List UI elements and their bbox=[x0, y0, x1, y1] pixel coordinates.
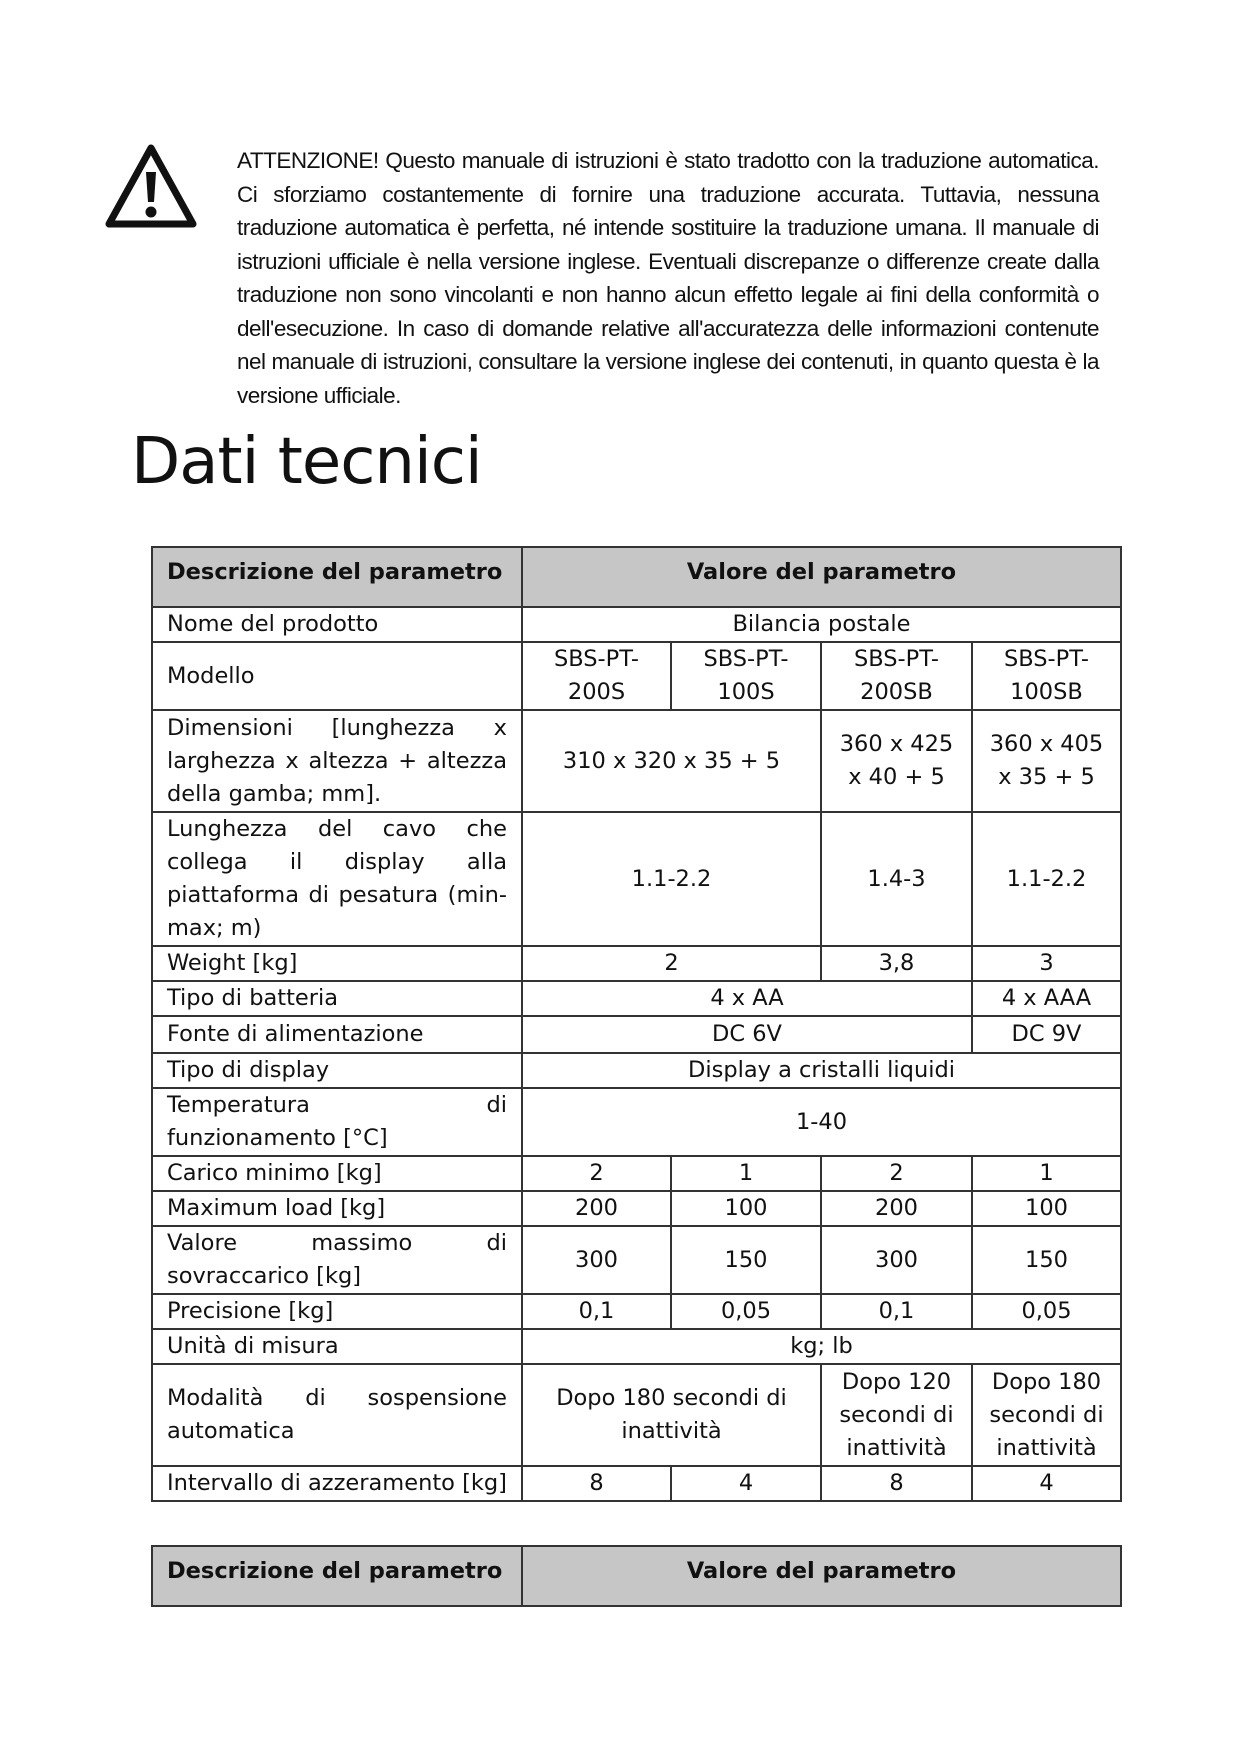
cell-value: Bilancia postale bbox=[522, 607, 1121, 642]
cell-value: 150 bbox=[972, 1226, 1121, 1294]
cell-value: 8 bbox=[821, 1466, 972, 1501]
cell-value: SBS-PT-200SB bbox=[821, 642, 972, 710]
row-label: Carico minimo [kg] bbox=[152, 1156, 522, 1191]
header-value: Valore del parametro bbox=[522, 1546, 1121, 1606]
cell-value: 4 bbox=[671, 1466, 821, 1501]
cell-value: 8 bbox=[522, 1466, 671, 1501]
cell-value: 4 bbox=[972, 1466, 1121, 1501]
row-label: Modalità di sospensione automatica bbox=[152, 1364, 522, 1466]
table-row bbox=[152, 1364, 1121, 1466]
cell-value: DC 9V bbox=[972, 1016, 1121, 1053]
table-row bbox=[152, 642, 1121, 710]
table-row bbox=[152, 1466, 1121, 1501]
cell-value: SBS-PT-200S bbox=[522, 642, 671, 710]
cell-value: 310 x 320 x 35 + 5 bbox=[522, 710, 821, 812]
cell-value: 0,1 bbox=[821, 1294, 972, 1329]
specs-table bbox=[151, 546, 1122, 1502]
cell-value: 2 bbox=[522, 1156, 671, 1191]
cell-value: 2 bbox=[522, 946, 821, 981]
cell-value: 0,05 bbox=[972, 1294, 1121, 1329]
cell-value: 200 bbox=[821, 1191, 972, 1226]
page-title: Dati tecnici bbox=[131, 425, 482, 499]
row-label: Temperatura di funzionamento [°C] bbox=[152, 1088, 522, 1156]
cell-value: SBS-PT-100SB bbox=[972, 642, 1121, 710]
cell-value: 3,8 bbox=[821, 946, 972, 981]
cell-value: 3 bbox=[972, 946, 1121, 981]
cell-value: Dopo 120 secondi di inattività bbox=[821, 1364, 972, 1466]
cell-value: SBS-PT-100S bbox=[671, 642, 821, 710]
cell-value: 0,05 bbox=[671, 1294, 821, 1329]
cell-value: 100 bbox=[972, 1191, 1121, 1226]
cell-value: 1 bbox=[972, 1156, 1121, 1191]
table-row bbox=[152, 1294, 1121, 1329]
row-label: Weight [kg] bbox=[152, 946, 522, 981]
row-label: Tipo di display bbox=[152, 1053, 522, 1088]
cell-value: 2 bbox=[821, 1156, 972, 1191]
cell-value: 1 bbox=[671, 1156, 821, 1191]
row-label: Fonte di alimentazione bbox=[152, 1016, 522, 1053]
table-row bbox=[152, 946, 1121, 981]
table-row bbox=[152, 710, 1121, 812]
translation-warning-text: ATTENZIONE! Questo manuale di istruzioni è stato tradotto con la traduzione automatica. Ci sforziamo costantemente di fornire una traduzione accurata. Tuttavia, nessuna traduzione automatica è perfetta, né intende sostituire la traduzione umana. Il manuale di istruzioni ufficiale è nella versione inglese. Eventuali discrepanze o differenze create dalla traduzione non sono vincolanti e non hanno alcun effetto legale ai fini della conformità o dell'esecuzione. In caso di domande relative all'accuratezza delle informazioni contenute nel manuale di istruzioni, consultare la versione inglese dei contenuti, in quanto questa è la versione ufficiale. bbox=[237, 148, 1099, 408]
row-label: Modello bbox=[152, 642, 522, 710]
row-label: Intervallo di azzeramento [kg] bbox=[152, 1466, 522, 1501]
table-row bbox=[152, 1329, 1121, 1364]
header-param: Descrizione del parametro bbox=[152, 1546, 522, 1606]
specs-table-continued bbox=[151, 1545, 1122, 1607]
row-label: Unità di misura bbox=[152, 1329, 522, 1364]
cell-value: Display a cristalli liquidi bbox=[522, 1053, 1121, 1088]
cell-value: 300 bbox=[522, 1226, 671, 1294]
header-param: Descrizione del parametro bbox=[152, 547, 522, 607]
header-value: Valore del parametro bbox=[522, 547, 1121, 607]
cell-value: 1.1-2.2 bbox=[522, 812, 821, 946]
cell-value: 150 bbox=[671, 1226, 821, 1294]
row-label: Tipo di batteria bbox=[152, 981, 522, 1016]
cell-value: 0,1 bbox=[522, 1294, 671, 1329]
cell-value: DC 6V bbox=[522, 1016, 972, 1053]
row-label: Valore massimo di sovraccarico [kg] bbox=[152, 1226, 522, 1294]
cell-value: Dopo 180 secondi di inattività bbox=[972, 1364, 1121, 1466]
table-row bbox=[152, 1016, 1121, 1053]
row-label: Nome del prodotto bbox=[152, 607, 522, 642]
table-row bbox=[152, 607, 1121, 642]
table-row bbox=[152, 1088, 1121, 1156]
table-row bbox=[152, 1191, 1121, 1226]
cell-value: 4 x AA bbox=[522, 981, 972, 1016]
cell-value: 360 x 425 x 40 + 5 bbox=[821, 710, 972, 812]
table-row bbox=[152, 1053, 1121, 1088]
row-label: Dimensioni [lunghezza x larghezza x altezza + altezza della gamba; mm]. bbox=[152, 710, 522, 812]
cell-value: 200 bbox=[522, 1191, 671, 1226]
cell-value: 100 bbox=[671, 1191, 821, 1226]
cell-value: 360 x 405 x 35 + 5 bbox=[972, 710, 1121, 812]
table-row bbox=[152, 1226, 1121, 1294]
row-label: Lunghezza del cavo che collega il display alla piattaforma di pesatura (min-max; m) bbox=[152, 812, 522, 946]
table-header-row bbox=[152, 547, 1121, 607]
cell-value: 1.1-2.2 bbox=[972, 812, 1121, 946]
cell-value: 300 bbox=[821, 1226, 972, 1294]
cell-value: 4 x AAA bbox=[972, 981, 1121, 1016]
cell-value: kg; lb bbox=[522, 1329, 1121, 1364]
cell-value: Dopo 180 secondi di inattività bbox=[522, 1364, 821, 1466]
table-row bbox=[152, 1156, 1121, 1191]
row-label: Precisione [kg] bbox=[152, 1294, 522, 1329]
table-row bbox=[152, 981, 1121, 1016]
cell-value: 1-40 bbox=[522, 1088, 1121, 1156]
table-header-row bbox=[152, 1546, 1121, 1606]
table-row bbox=[152, 812, 1121, 946]
row-label: Maximum load [kg] bbox=[152, 1191, 522, 1226]
warning-triangle-icon bbox=[105, 142, 197, 230]
cell-value: 1.4-3 bbox=[821, 812, 972, 946]
